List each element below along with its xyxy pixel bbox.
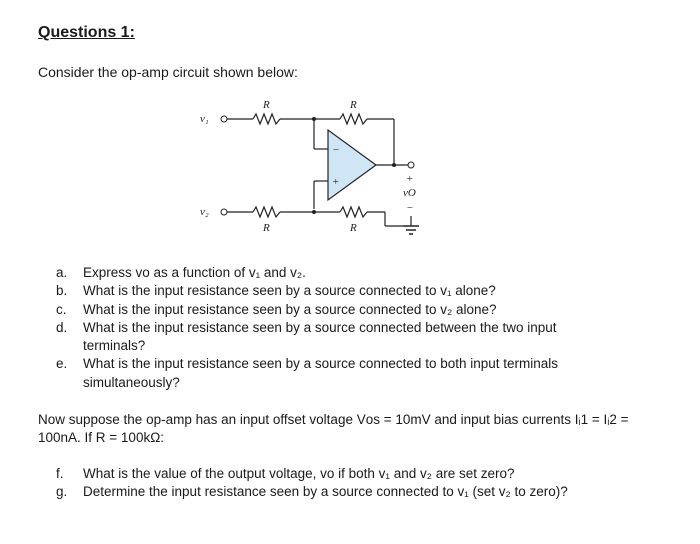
question-letter: d. <box>56 319 68 335</box>
question-letter: g. <box>56 484 68 500</box>
node-bottom <box>312 210 316 214</box>
ground-symbol <box>403 226 419 234</box>
question-text: Express vᴏ as a function of v₁ and v₂. <box>83 265 306 280</box>
node-output <box>392 163 396 167</box>
r-top-right-label: R <box>350 99 357 111</box>
vo-minus-sign: − <box>406 202 414 214</box>
question-text: What is the input resistance seen by a source connected to both input terminals simultaneously? <box>83 356 559 390</box>
question-text: What is the input resistance seen by a source connected between the two input terminals? <box>83 319 557 354</box>
vo-label: vO <box>403 187 416 199</box>
vo-terminal <box>408 162 414 168</box>
question-a <box>56 264 616 282</box>
vo-plus-sign: + <box>406 173 414 185</box>
question-text: Determine the input resistance seen by a source connected to v₁ (set v₂ to zero)? <box>83 484 568 500</box>
r-bottom-right-label: R <box>350 222 357 234</box>
question-letter: b. <box>56 283 68 299</box>
question-letter: a. <box>56 265 68 280</box>
question-b <box>56 282 616 300</box>
opamp-minus-sign: − <box>332 144 340 156</box>
question-letter: f. <box>56 466 64 481</box>
v2-terminal <box>221 209 227 215</box>
v2-label: v₂ <box>200 206 209 218</box>
question-text: What is the input resistance seen by a source connected to v₁ alone? <box>83 283 496 299</box>
question-list-part2 <box>56 465 636 502</box>
question-letter: c. <box>56 301 67 317</box>
resistor-top-right <box>340 114 367 124</box>
question-c <box>56 301 616 319</box>
resistor-bottom-right <box>340 207 367 217</box>
question-text: What is the input resistance seen by a source connected to v₂ alone? <box>83 301 497 317</box>
question-f <box>56 465 636 483</box>
question-d <box>56 319 616 356</box>
question-letter: e. <box>56 356 68 372</box>
r-top-left-label: R <box>263 99 270 111</box>
question-e <box>56 355 616 392</box>
intro-text: Consider the op-amp circuit shown below: <box>38 64 298 80</box>
r-bottom-left-label: R <box>263 222 270 234</box>
op-amp-circuit-diagram <box>190 94 450 254</box>
v1-label: v₁ <box>200 113 209 125</box>
v1-terminal <box>221 116 227 122</box>
page-title: Questions 1: <box>38 24 135 41</box>
question-list-part1 <box>56 264 616 392</box>
question-text: What is the value of the output voltage, vᴏ if both v₁ and v₂ are set zero? <box>83 466 515 481</box>
opamp-plus-sign: + <box>332 176 340 188</box>
question-g <box>56 483 636 501</box>
resistor-top-left <box>253 114 280 124</box>
resistor-bottom-left <box>253 207 280 217</box>
op-amp-triangle <box>328 130 376 200</box>
offset-paragraph: Now suppose the op-amp has an input offset voltage Vᴏs = 10mV and input bias currents Iᵢ1 = Iᵢ2 = 100nA. If R = 100kΩ: <box>38 412 629 446</box>
